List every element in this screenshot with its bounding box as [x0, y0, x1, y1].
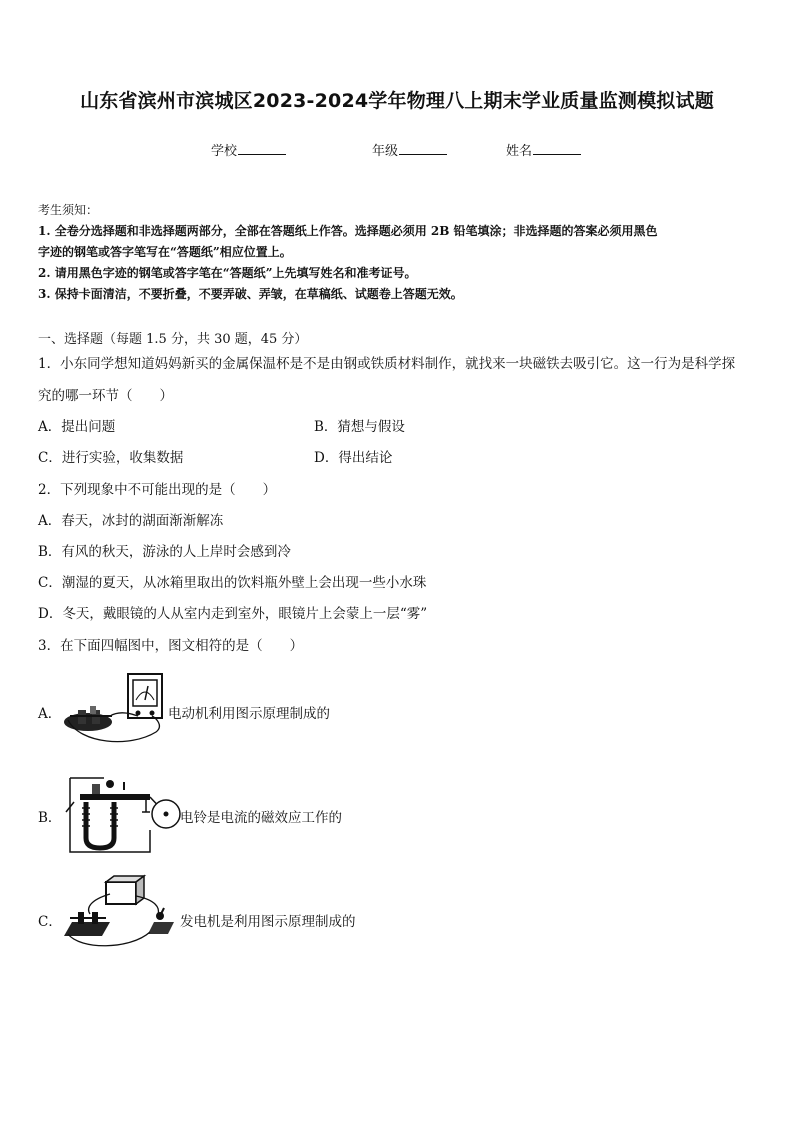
- q1-stem-line-1: 1．小东同学想知道妈妈新买的金属保温杯是不是由钢或铁质材料制作，就找来一块磁铁去吸引它。这一行为是科学探: [38, 356, 736, 372]
- q3-option-c-label: C．: [38, 914, 62, 930]
- q3-option-b-caption: 电铃是电流的磁效应工作的: [180, 810, 342, 826]
- q1-option-b: B．猜想与假设: [314, 419, 405, 435]
- name-blank: [533, 143, 581, 155]
- grade-blank: [399, 143, 447, 155]
- school-label: 学校: [211, 144, 238, 159]
- notice-item-1-line-1: 1. 全卷分选择题和非选择题两部分，全部在答题纸上作答。选择题必须用 2B 铅笔填涂；非选择题的答案必须用黑色: [38, 224, 658, 238]
- q2-option-a: A．春天，冰封的湖面渐渐解冻: [38, 513, 224, 529]
- electric-bell-figure: [64, 772, 184, 856]
- q3-stem: 3．在下面四幅图中，图文相符的是（ ）: [38, 638, 304, 654]
- page-title: 山东省滨州市滨城区2023-2024学年物理八上期末学业质量监测模拟试题: [80, 90, 714, 112]
- notice-item-1-line-2: 字迹的钢笔或答字笔写在“答题纸”相应位置上。: [38, 245, 292, 259]
- name-label: 姓名: [506, 144, 533, 159]
- generator-principle-figure: [60, 874, 180, 950]
- name-field: [506, 140, 581, 159]
- grade-label: 年级: [372, 144, 399, 159]
- grade-field: [372, 140, 447, 159]
- q3-option-a-label: A．: [38, 706, 62, 722]
- notice-item-2: 2. 请用黑色字迹的钢笔或答字笔在“答题纸”上先填写姓名和准考证号。: [38, 266, 417, 280]
- notice-item-3: 3. 保持卡面清洁，不要折叠，不要弄破、弄皱，在草稿纸、试题卷上答题无效。: [38, 287, 463, 301]
- q3-option-b-label: B．: [38, 810, 62, 826]
- q2-option-d: D．冬天，戴眼镜的人从室内走到室外，眼镜片上会蒙上一层“雾”: [38, 606, 428, 622]
- q1-option-c: C．进行实验，收集数据: [38, 450, 184, 466]
- q3-option-a-caption: 电动机利用图示原理制成的: [168, 706, 330, 722]
- notice-heading: 考生须知：: [38, 203, 99, 217]
- q1-option-d: D．得出结论: [314, 450, 393, 466]
- q2-option-c: C．潮湿的夏天，从冰箱里取出的饮料瓶外壁上会出现一些小水珠: [38, 575, 427, 591]
- school-field: [211, 140, 286, 159]
- notice-block: [38, 200, 758, 305]
- q2-stem: 2．下列现象中不可能出现的是（ ）: [38, 482, 277, 498]
- q2-option-b: B．有风的秋天，游泳的人上岸时会感到冷: [38, 544, 291, 560]
- q1-option-a: A．提出问题: [38, 419, 116, 435]
- motor-principle-figure: [60, 670, 170, 750]
- notice-item-1: [38, 221, 758, 263]
- q3-option-c-caption: 发电机是利用图示原理制成的: [180, 914, 356, 930]
- section-heading: 一、选择题（每题 1.5 分，共 30 题，45 分）: [38, 332, 308, 347]
- school-blank: [238, 143, 286, 155]
- q1-stem-line-2: 究的哪一环节（ ）: [38, 388, 173, 404]
